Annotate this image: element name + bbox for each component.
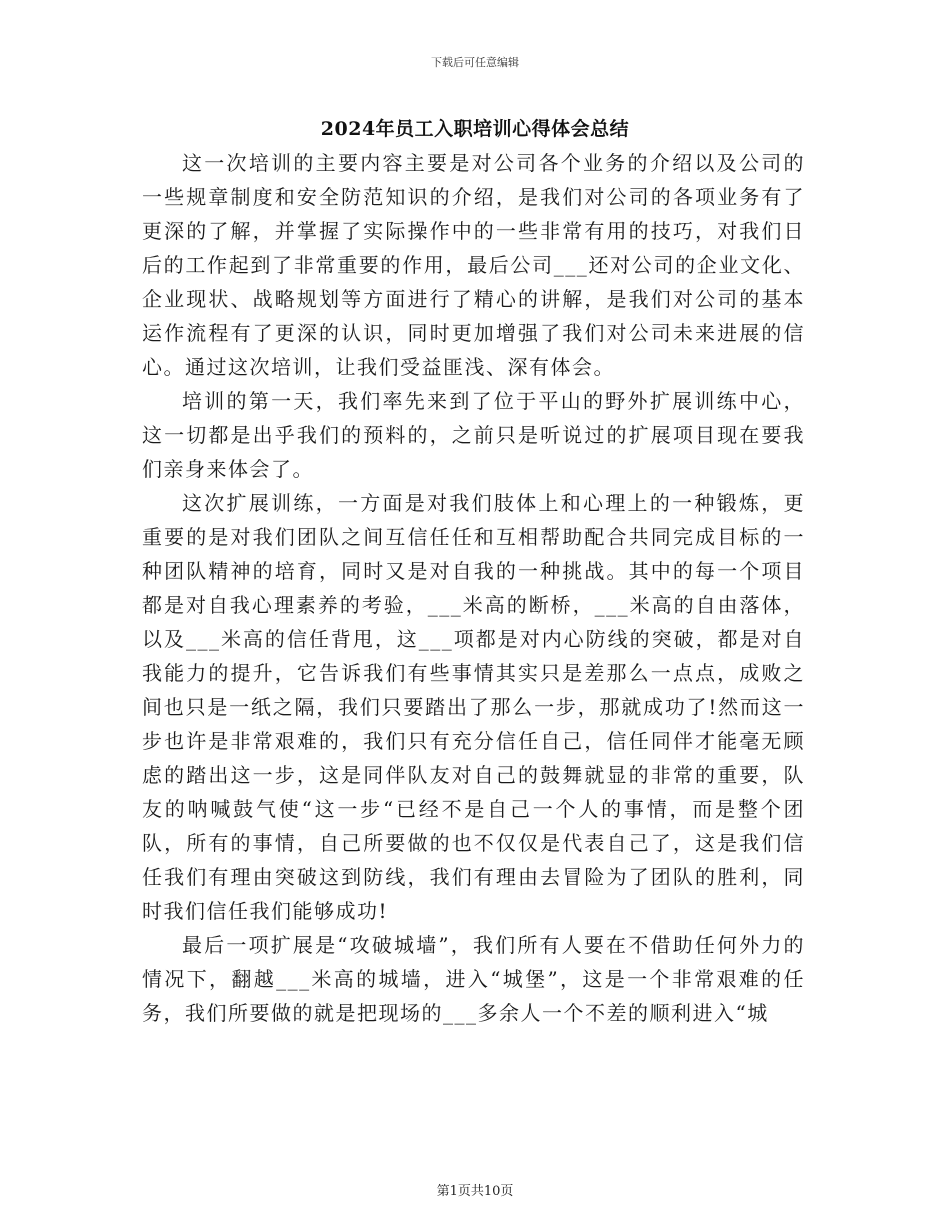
page-indicator: 第1页共10页: [436, 1184, 514, 1199]
header-note: 下载后可任意编辑: [431, 56, 519, 69]
paragraph: 这次扩展训练，一方面是对我们肢体上和心理上的一种锻炼，更重要的是对我们团队之间互信任任和互相帮助配合共同完成目标的一种团队精神的培育，同时又是对自我的一种挑战。其中的每一个项目都是对自我心理素养的考验，___米高的断桥，___米高的自由落体，以及___米高的信任背甩，这___项都是对内心防线的突破，都是对自我能力的提升，它告诉我们有些事情其实只是差那么一点点，成败之间也只是一纸之隔，我们只要踏出了那么一步，那就成功了!然而这一步也许是非常艰难的，我们只有充分信任自己，信任同伴才能毫无顾虑的踏出这一步，这是同伴队友对自己的鼓舞就显的非常的重要，队友的呐喊鼓气使“这一步“已经不是自己一个人的事情，而是整个团队，所有的事情，自己所要做的也不仅仅是代表自己了，这是我们信任我们有理由突破这到防线，我们有理由去冒险为了团队的胜利，同时我们信任我们能够成功!: [142, 491, 805, 923]
paragraph: 培训的第一天，我们率先来到了位于平山的野外扩展训练中心，这一切都是出乎我们的预料的，之前只是听说过的扩展项目现在要我们亲身来体会了。: [142, 389, 805, 481]
paragraph: 这一次培训的主要内容主要是对公司各个业务的介绍以及公司的一些规章制度和安全防范知识的介绍，是我们对公司的各项业务有了更深的了解，并掌握了实际操作中的一些非常有用的技巧，对我们日后的工作起到了非常重要的作用，最后公司___还对公司的企业文化、企业现状、战略规划等方面进行了精心的讲解，是我们对公司的基本运作流程有了更深的认识，同时更加增强了我们对公司未来进展的信心。通过这次培训，让我们受益匪浅、深有体会。: [142, 151, 805, 379]
document-title: 2024年员工入职培训心得体会总结: [320, 118, 630, 140]
paragraph: 最后一项扩展是“攻破城墙”，我们所有人要在不借助任何外力的情况下，翻越___米高的城墙，进入“城堡”，这是一个非常艰难的任务，我们所要做的就是把现场的___多余人一个不差的顺利进入“城: [142, 933, 805, 1025]
document-body: [142, 146, 805, 1030]
